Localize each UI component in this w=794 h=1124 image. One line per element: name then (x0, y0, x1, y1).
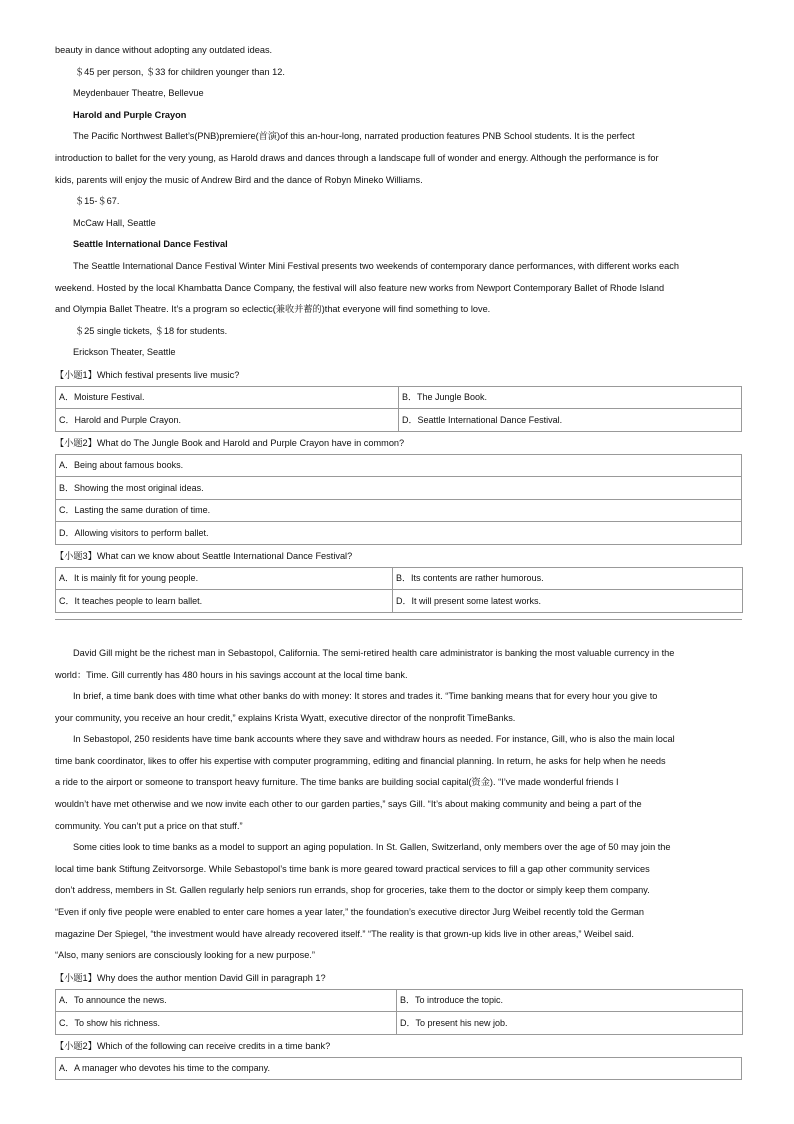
options-table (55, 1057, 742, 1081)
para3-line: a ride to the airport or someone to transport heavy furniture. The time banks are building social capital(资金). “I’ve made wonderful friends I (55, 777, 619, 788)
para3-line: wouldn’t have met otherwise and we now invite each other to our garden parties,” says Gill. “It’s about making community and being a part of the (55, 799, 642, 810)
para4-line: magazine Der Spiegel, “the investment would have already recovered itself.” “The reality is that grown-up kids live in other areas,” Weibel said. (55, 928, 634, 939)
para3-line: time bank coordinator, likes to offer his expertise with computer programming, editing and financial planning. In return, he asks for help when he needs (55, 755, 666, 766)
option-b[interactable]: B．The Jungle Book. (399, 386, 742, 409)
option-c[interactable]: C．To show his richness. (56, 1012, 397, 1035)
harold-price: ＄15-＄67. (75, 196, 120, 207)
harold-text-line: The Pacific Northwest Ballet’s(PNB)premiere(首演)of this an-hour-long, narrated production features PNB School students. It is the perfect (73, 131, 635, 142)
options-table (55, 989, 743, 1035)
option-d[interactable]: D．To present his new job. (397, 1012, 743, 1035)
option-b[interactable]: B．To introduce the topic. (397, 989, 743, 1012)
seattle-festival-title: Seattle International Dance Festival (73, 239, 228, 250)
option-c[interactable]: C．Harold and Purple Crayon. (56, 409, 399, 432)
harold-title: Harold and Purple Crayon (73, 109, 187, 120)
para4-line: local time bank Stiftung Zeitvorsorge. While Sebastopol’s time bank is more geared toward practical services to fill a gap other community services (55, 863, 650, 874)
jungle-book-venue: Meydenbauer Theatre, Bellevue (73, 88, 204, 99)
options-table (55, 386, 742, 432)
para4-line: don’t address, members in St. Gallen regularly help seniors run errands, shop for groceries, take them to the doctor or simply keep them company. (55, 885, 650, 896)
option-a[interactable]: A．Being about famous books. (56, 454, 742, 477)
question-stem: 【小题3】What can we know about Seattle International Dance Festival? (55, 550, 353, 561)
section-divider (55, 613, 742, 629)
harold-venue: McCaw Hall, Seattle (73, 217, 156, 228)
seattle-text-line: and Olympia Ballet Theatre. It’s a program so eclectic(兼收并蓄的)that everyone will find something to love. (55, 304, 491, 315)
para3-line: In Sebastopol, 250 residents have time bank accounts where they save and withdraw hours as needed. For instance, Gill, who is also the main local (73, 734, 675, 745)
para4-line: “Even if only five people were enabled to enter care homes a year later,” the foundation’s executive director Jurg Weibel recently told the German (55, 907, 645, 918)
option-c[interactable]: C．It teaches people to learn ballet. (56, 590, 393, 613)
passage1-intro-tail: beauty in dance without adopting any outdated ideas. (55, 45, 273, 55)
options-table (55, 454, 742, 545)
question-stem: 【小题1】Why does the author mention David Gill in paragraph 1? (55, 972, 326, 983)
seattle-text-line: weekend. Hosted by the local Khambatta Dance Company, the festival will also feature new works from Newport Contemporary Ballet of Rhode Island (55, 282, 665, 293)
option-d[interactable]: D．Allowing visitors to perform ballet. (56, 522, 742, 545)
para1-line: David Gill might be the richest man in Sebastopol, California. The semi-retired health care administrator is banking the most valuable currency in the (73, 647, 675, 658)
seattle-text-line: The Seattle International Dance Festival Winter Mini Festival presents two weekends of contemporary dance performances, with different works each (73, 260, 679, 271)
para1-line: world：Time. Gill currently has 480 hours in his savings account at the local time bank. (55, 669, 408, 680)
question-stem: 【小题2】Which of the following can receive credits in a time bank? (55, 1040, 331, 1051)
option-b[interactable]: B．Its contents are rather humorous. (393, 567, 743, 590)
option-d[interactable]: D．Seattle International Dance Festival. (399, 409, 742, 432)
options-table (55, 567, 743, 613)
option-a[interactable]: A．A manager who devotes his time to the company. (56, 1057, 742, 1080)
para4-line: “Also, many seniors are consciously looking for a new purpose.” (55, 950, 315, 961)
option-a[interactable]: A．To announce the news. (56, 989, 397, 1012)
seattle-venue: Erickson Theater, Seattle (73, 347, 176, 358)
document-page (55, 40, 742, 1080)
question-stem: 【小题2】What do The Jungle Book and Harold and Purple Crayon have in common? (55, 437, 405, 448)
para2-line: In brief, a time bank does with time what other banks do with money: It stores and trades it. “Time banking means that for every hour you give to (73, 691, 658, 702)
question-stem: 【小题1】Which festival presents live music? (55, 369, 240, 380)
option-d[interactable]: D．It will present some latest works. (393, 590, 743, 613)
option-c[interactable]: C．Lasting the same duration of time. (56, 499, 742, 522)
harold-text-line: introduction to ballet for the very young, as Harold draws and dances through a landscape full of wonder and energy. Although the performance is for (55, 152, 659, 163)
para4-line: Some cities look to time banks as a model to support an aging population. In St. Gallen, Switzerland, only members over the age of 50 may join the (73, 842, 671, 853)
para2-line: your community, you receive an hour credit,” explains Krista Wyatt, executive director of the nonprofit TimeBanks. (55, 712, 516, 723)
option-b[interactable]: B．Showing the most original ideas. (56, 477, 742, 500)
seattle-price: ＄25 single tickets, ＄18 for students. (75, 325, 228, 336)
jungle-book-price: ＄45 per person, ＄33 for children younger than 12. (75, 66, 285, 77)
option-a[interactable]: A．Moisture Festival. (56, 386, 399, 409)
para3-line: community. You can’t put a price on that stuff.” (55, 820, 243, 831)
harold-text-line: kids, parents will enjoy the music of Andrew Bird and the dance of Robyn Mineko Williams. (55, 174, 423, 185)
option-a[interactable]: A．It is mainly fit for young people. (56, 567, 393, 590)
